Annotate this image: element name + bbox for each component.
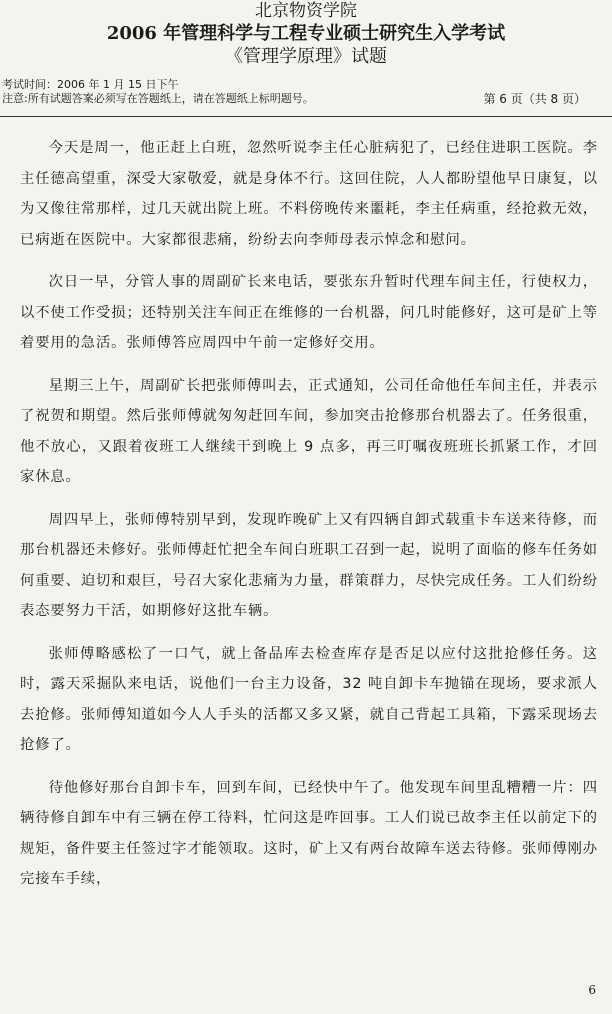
page-label: 第 6 页（共 8 页）	[483, 92, 586, 106]
paragraph: 待他修好那台自卸卡车，回到车间，已经快中午了。他发现车间里乱糟糟一片：四辆待修自卸车中有三辆在停工待料，忙问这是咋回事。工人们说已故李主任以前定下的规矩，备件要主任签过字才能领取。这时，矿上又有两台故障车送去待修。张师傅刚办完接车手续，	[20, 779, 598, 887]
paragraph: 次日一早，分管人事的周副矿长来电话，要张东升暂时代理车间主任，行使权力，以不使工作受损；还特别关注车间正在维修的一台机器，问几时能修好，这可是矿上等着要用的急活。张师傅答应周四中午前一定修好交用。	[20, 274, 598, 351]
question-text	[20, 133, 598, 907]
exam-time: 考试时间：2006 年 1 月 15 日下午	[2, 78, 179, 91]
page-number: 6	[588, 983, 596, 997]
exam-header	[0, 0, 612, 68]
paragraph: 星期三上午，周副矿长把张师傅叫去，正式通知，公司任命他任车间主任，并表示了祝贺和期望。然后张师傅就匆匆赶回车间，参加突击抢修那台机器去了。任务很重，他不放心，又跟着夜班工人继续干到晚上 9 点多，再三叮嘱夜班班长抓紧工作，才回家休息。	[20, 377, 598, 485]
exam-title: 2006 年管理科学与工程专业硕士研究生入学考试	[106, 23, 506, 44]
paragraph: 今天是周一，他正赶上白班，忽然听说李主任心脏病犯了，已经住进职工医院。李主任德高望重，深受大家敬爱，就是身体不行。这回住院，人人都盼望他早日康复，以为又像往常那样，过几天就出院上班。不料傍晚传来噩耗，李主任病重，经抢救无效，已病逝在医院中。大家都很悲痛，纷纷去向李师母表示悼念和慰问。	[20, 140, 598, 248]
school-name: 北京物资学院	[255, 1, 357, 21]
header-divider	[0, 116, 612, 117]
exam-meta	[2, 78, 610, 106]
subject-title: 《管理学原理》试题	[225, 46, 387, 67]
exam-notice: 注意:所有试题答案必须写在答题纸上，请在答题纸上标明题号。	[2, 92, 314, 105]
paragraph: 周四早上，张师傅特别早到，发现昨晚矿上又有四辆自卸式载重卡车送来待修，而那台机器还未修好。张师傅赶忙把全车间白班职工召到一起，说明了面临的修车任务如何重要、迫切和艰巨，号召大家化悲痛为力量，群策群力，尽快完成任务。工人们纷纷表态要努力干活，如期修好这批车辆。	[20, 511, 598, 619]
paragraph: 张师傅略感松了一口气，就上备品库去检查库存是否足以应付这批抢修任务。这时，露天采掘队来电话，说他们一台主力设备，32 吨自卸卡车抛锚在现场，要求派人去抢修。张师傅知道如今人人手头的活都又多又紧，就自己背起工具箱，下露采现场去抢修了。	[20, 645, 598, 753]
